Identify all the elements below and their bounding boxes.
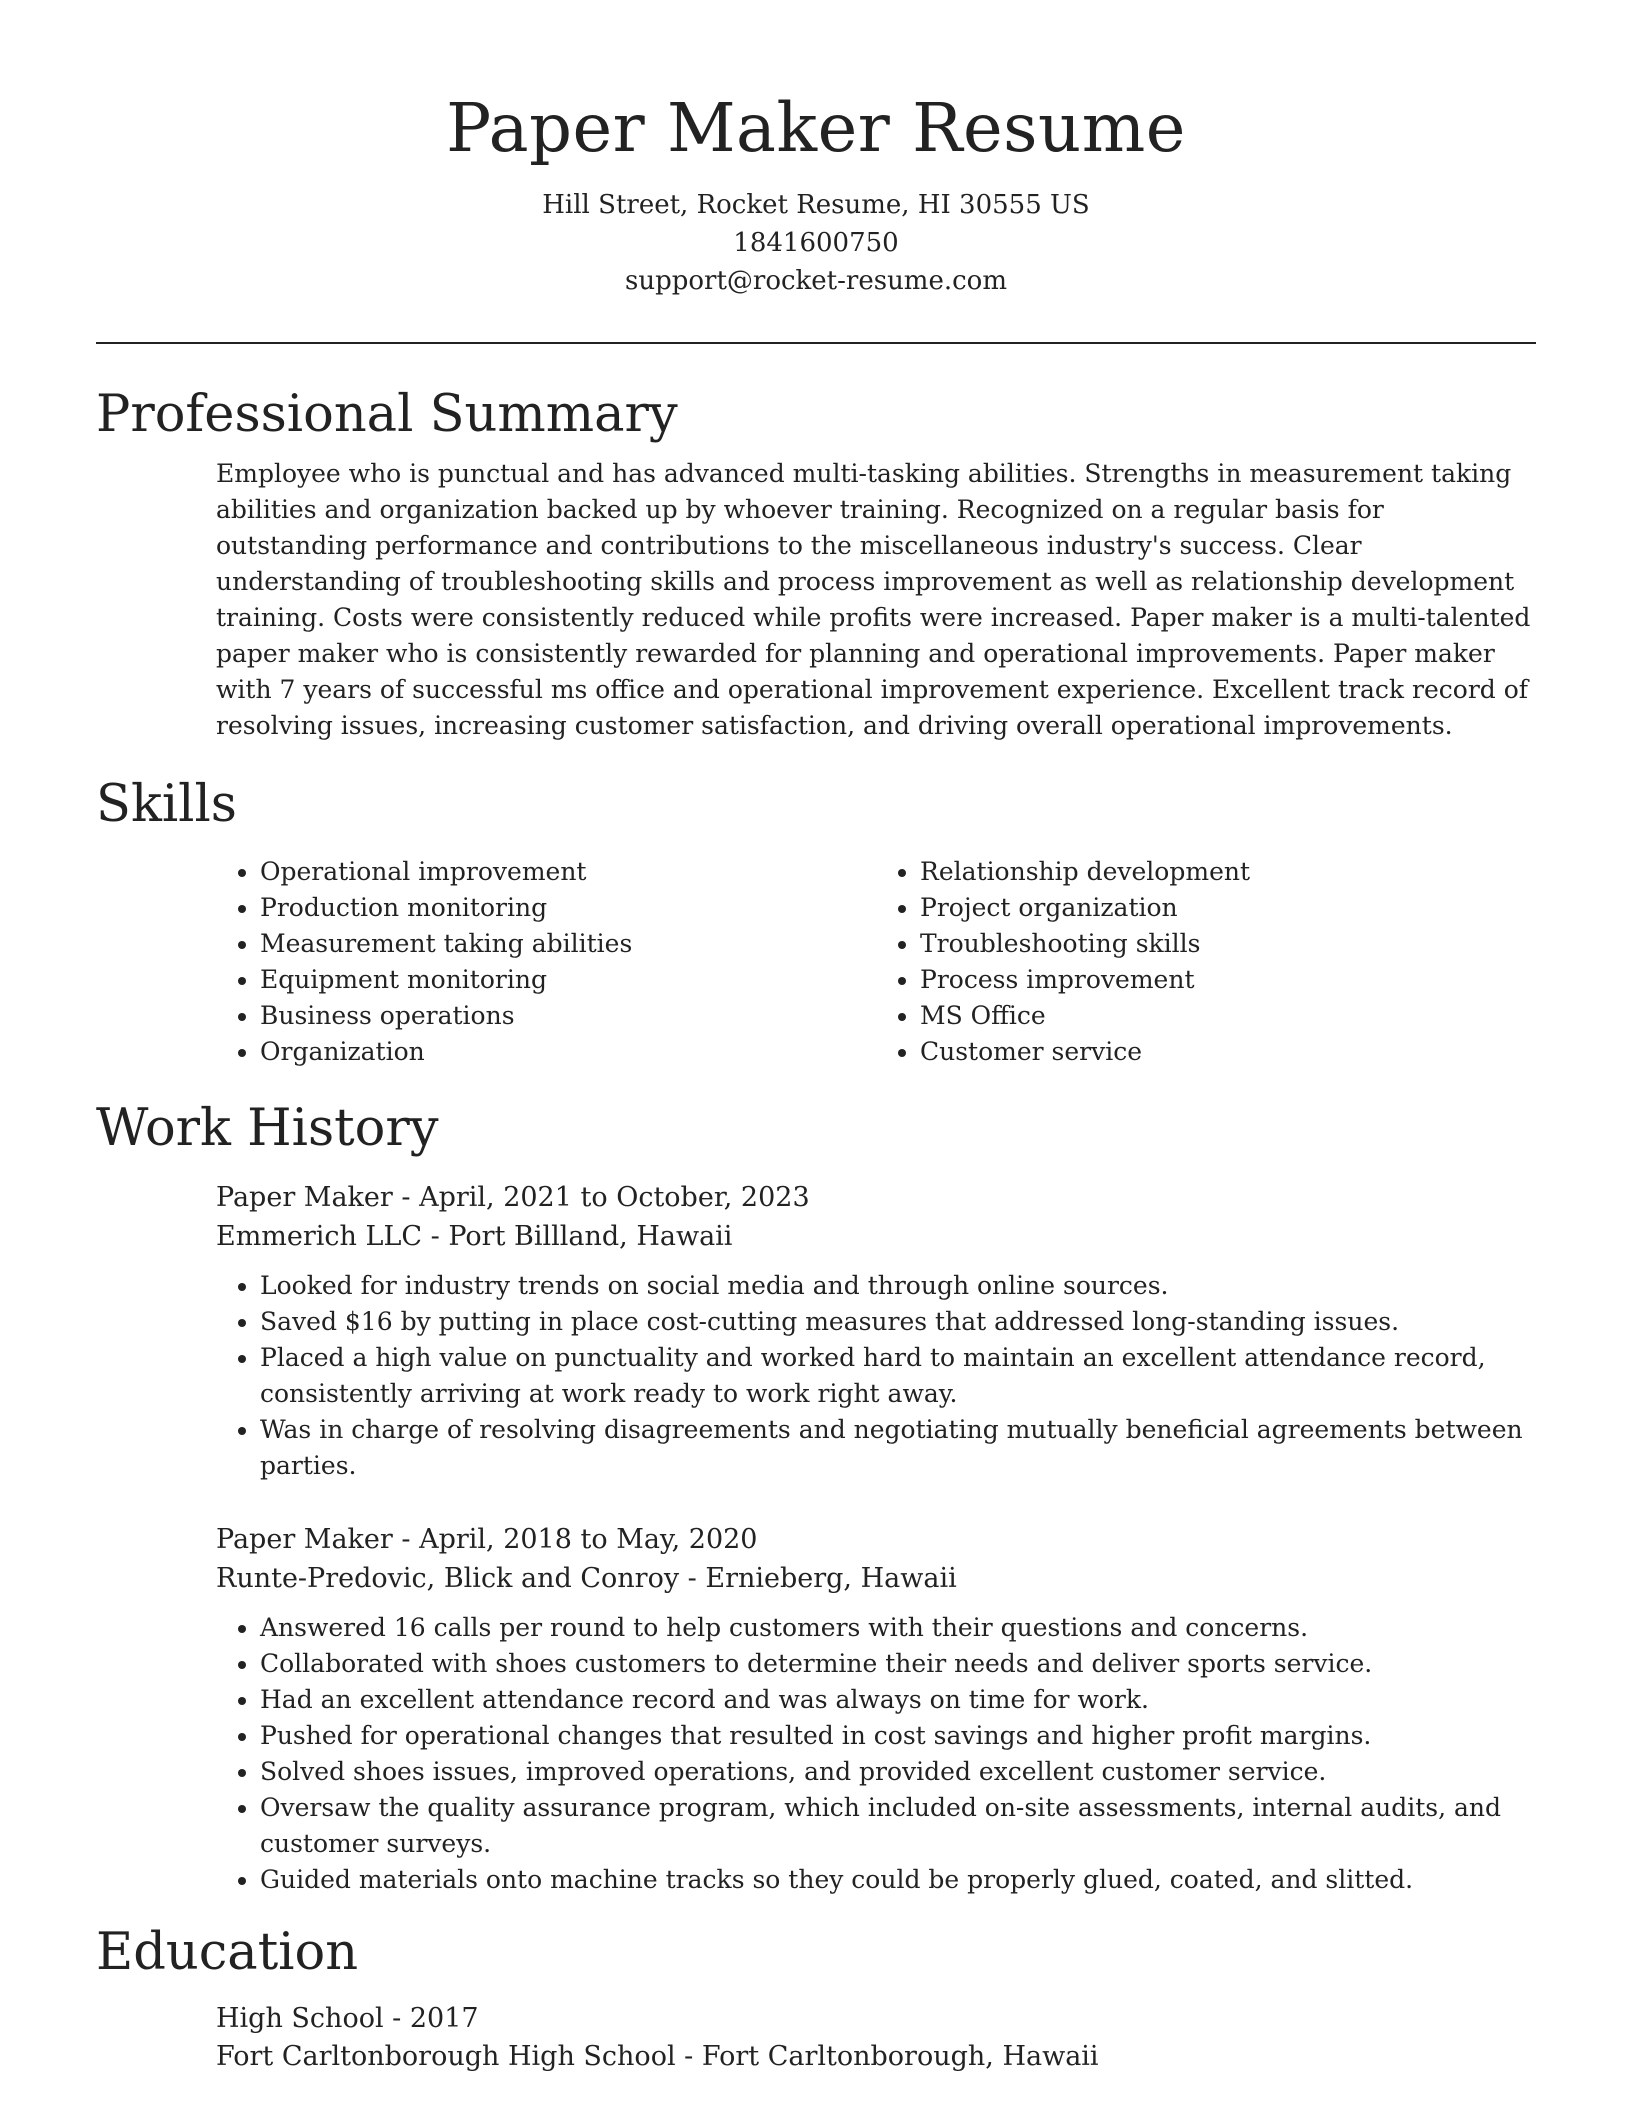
job-bullet: • Answered 16 calls per round to help customers with their questions and concerns.: [260, 1610, 1536, 1646]
contact-address: Hill Street, Rocket Resume, HI 30555 US: [542, 190, 1090, 220]
skill-item: • Relationship development: [920, 854, 1536, 890]
job-bullet: • Was in charge of resolving disagreements and negotiating mutually beneficial agreements between parties.: [260, 1412, 1536, 1484]
job-bullet: • Pushed for operational changes that resulted in cost savings and higher profit margins.: [260, 1718, 1536, 1754]
skills-heading: Skills: [96, 775, 237, 834]
skill-item: • Customer service: [920, 1034, 1536, 1070]
job-bullet: • Solved shoes issues, improved operations, and provided excellent customer service.: [260, 1754, 1536, 1790]
job-bullets: [216, 1268, 1536, 1484]
resume-content: [96, 378, 1536, 2076]
contact-block: [0, 186, 1632, 300]
header-divider: [96, 342, 1536, 344]
job-entry: [216, 1178, 1536, 1484]
job-role-dates: Paper Maker - April, 2018 to May, 2020: [216, 1524, 758, 1555]
skill-item: • Equipment monitoring: [260, 962, 876, 998]
skill-item: • Production monitoring: [260, 890, 876, 926]
skill-item: • Process improvement: [920, 962, 1536, 998]
job-bullet: • Placed a high value on punctuality and worked hard to maintain an excellent attendance record, consistently arriving at work ready to work right away.: [260, 1340, 1536, 1412]
job-bullet: • Had an excellent attendance record and was always on time for work.: [260, 1682, 1536, 1718]
education-entry: [216, 2000, 1536, 2076]
skill-item: • Measurement taking abilities: [260, 926, 876, 962]
skill-item: • Business operations: [260, 998, 876, 1034]
skills-column-right: [876, 854, 1536, 1070]
education-heading: Education: [96, 1923, 359, 1982]
contact-phone: 1841600750: [733, 228, 899, 258]
job-bullet: • Guided materials onto machine tracks so they could be properly glued, coated, and slitted.: [260, 1862, 1536, 1898]
education-school-location: Fort Carltonborough High School - Fort Carltonborough, Hawaii: [216, 2041, 1099, 2072]
job-company-location: Runte-Predovic, Blick and Conroy - Ernieberg, Hawaii: [216, 1563, 957, 1594]
job-entry: [216, 1520, 1536, 1898]
job-bullet: • Looked for industry trends on social media and through online sources.: [260, 1268, 1536, 1304]
skills-column-left: [216, 854, 876, 1070]
education-degree-year: High School - 2017: [216, 2003, 479, 2034]
contact-email: support@rocket-resume.com: [624, 266, 1007, 296]
job-bullet: • Oversaw the quality assurance program, which included on-site assessments, internal audits, and customer surveys.: [260, 1790, 1536, 1862]
resume-title: Paper Maker Resume: [446, 89, 1186, 167]
job-company-location: Emmerich LLC - Port Billland, Hawaii: [216, 1221, 733, 1252]
skills-list: [216, 854, 1536, 1070]
skill-item: • Organization: [260, 1034, 876, 1070]
job-bullets: [216, 1610, 1536, 1898]
job-role-dates: Paper Maker - April, 2021 to October, 2023: [216, 1182, 810, 1213]
work-history-heading: Work History: [96, 1099, 439, 1158]
summary-text: Employee who is punctual and has advanced multi-tasking abilities. Strengths in measurement taking abilities and organization backed up by whoever training. Recognized on a regular basis for outstanding performance and contributions to the miscellaneous industry's success. Clear understanding of troubleshooting skills and process improvement as well as relationship development training. Costs were consistently reduced while profits were increased. Paper maker is a multi-talented paper maker who is consistently rewarded for planning and operational improvements. Paper maker with 7 years of successful ms office and operational improvement experience. Excellent track record of resolving issues, increasing customer satisfaction, and driving overall operational improvements.: [216, 459, 1531, 740]
skill-item: • Troubleshooting skills: [920, 926, 1536, 962]
skill-item: • MS Office: [920, 998, 1536, 1034]
resume-header: [0, 0, 1632, 300]
summary-heading: Professional Summary: [96, 385, 678, 444]
job-bullet: • Saved $16 by putting in place cost-cutting measures that addressed long-standing issues.: [260, 1304, 1536, 1340]
skill-item: • Operational improvement: [260, 854, 876, 890]
job-bullet: • Collaborated with shoes customers to determine their needs and deliver sports service.: [260, 1646, 1536, 1682]
skill-item: • Project organization: [920, 890, 1536, 926]
